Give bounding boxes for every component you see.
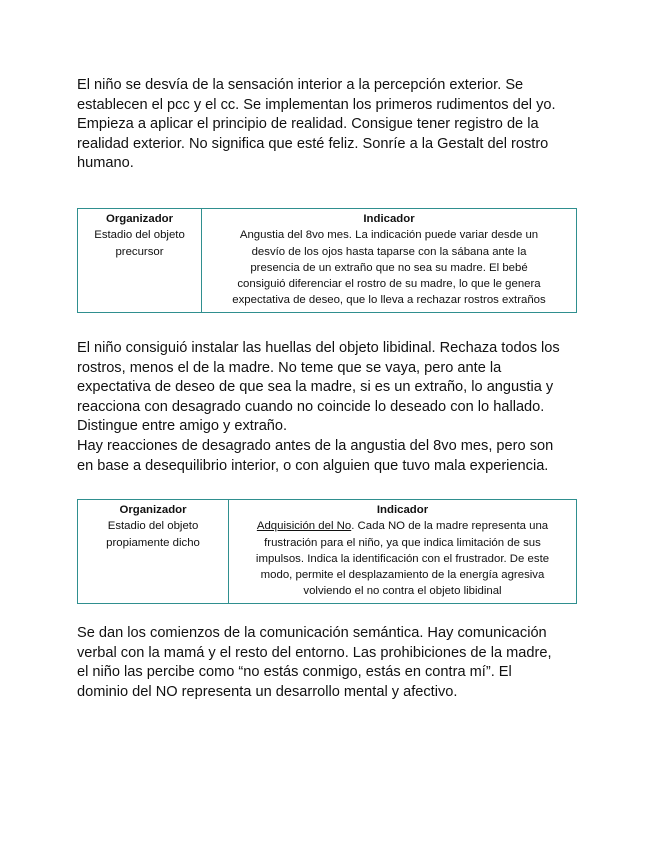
- cell-text-line: expectativa de deseo, que lo lleva a rechazar rostros extraños: [232, 294, 546, 307]
- paragraph-huellas-objeto: [77, 339, 582, 476]
- text-line: Se dan los comienzos de la comunicación semántica. Hay comunicación: [77, 625, 547, 641]
- header-organizador: Organizador: [78, 209, 202, 228]
- cell-text-line: frustración para el niño, ya que indica limitación de sus: [264, 536, 541, 549]
- cell-text-line: Estadio del objeto: [94, 229, 185, 242]
- table-objeto-propiamente-dicho: [77, 499, 577, 604]
- text-line: El niño consiguió instalar las huellas del objeto libidinal. Rechaza todos los: [77, 340, 560, 356]
- cell-text-line: [233, 518, 572, 534]
- cell-text-line: propiamente dicho: [106, 536, 200, 549]
- cell-text-line: volviendo el no contra el objeto libidinal: [303, 585, 502, 598]
- text-line: rostros, menos el de la madre. No teme que se vaya, pero ante la: [77, 359, 502, 376]
- text-line: establecen el pcc y el cc. Se implementan los primeros rudimentos del yo.: [77, 96, 556, 113]
- text-line: verbal con la mamá y el resto del entorno. Las prohibiciones de la madre,: [77, 644, 552, 661]
- text-line: dominio del NO representa un desarrollo mental y afectivo.: [77, 683, 458, 700]
- text-line: Distingue entre amigo y extraño.: [77, 418, 288, 435]
- cell-organizador: [78, 518, 229, 603]
- cell-text-line: impulsos. Indica la identificación con el frustrador. De este: [255, 552, 550, 565]
- header-indicador: Indicador: [229, 500, 577, 519]
- text-line: Hay reacciones de desagrado antes de la angustia del 8vo mes, pero son: [77, 437, 554, 454]
- text-line: humano.: [77, 155, 134, 172]
- cell-indicador: [229, 518, 577, 603]
- text-line: realidad exterior. No significa que esté feliz. Sonríe a la Gestalt del rostro: [77, 135, 549, 152]
- text-line: reacciona con desagrado cuando no coincide lo deseado con lo hallado.: [77, 398, 545, 415]
- paragraph-objeto-precursor: [77, 76, 582, 174]
- text-line: expectativa de deseo de que sea la madre, si es un extraño, lo angustia y: [77, 379, 554, 396]
- cell-text-line: presencia de un extraño que no sea su madre. El bebé: [250, 261, 528, 274]
- text-line: Empieza a aplicar el principio de realidad. Consigue tener registro de la: [77, 116, 539, 133]
- paragraph-comunicacion-semantica: [77, 624, 582, 702]
- header-organizador: Organizador: [78, 500, 229, 519]
- cell-text-line: consiguió diferenciar el rostro de su madre, lo que le genera: [237, 278, 541, 291]
- underlined-term: Adquisición del No: [256, 520, 352, 533]
- cell-text-line: precursor: [115, 245, 164, 258]
- text-line: en base a desequilibrio interior, o con alguien que tuvo mala experiencia.: [77, 457, 549, 474]
- cell-text-line: Estadio del objeto: [107, 520, 199, 533]
- table-objeto-precursor: [77, 208, 577, 313]
- cell-organizador: [78, 227, 202, 312]
- header-indicador: Indicador: [202, 209, 577, 228]
- cell-text-line: Angustia del 8vo mes. La indicación puede variar desde un: [239, 229, 539, 242]
- text-line: el niño las percibe como “no estás conmigo, estás en contra mí”. El: [77, 664, 512, 681]
- text-line: El niño se desvía de la sensación interior a la percepción exterior. Se: [77, 77, 524, 93]
- cell-text: . Cada NO de la madre representa una: [351, 520, 549, 533]
- cell-indicador: [202, 227, 577, 312]
- cell-text-line: modo, permite el desplazamiento de la energía agresiva: [260, 569, 545, 582]
- cell-text-line: desvío de los ojos hasta taparse con la sábana ante la: [251, 245, 527, 258]
